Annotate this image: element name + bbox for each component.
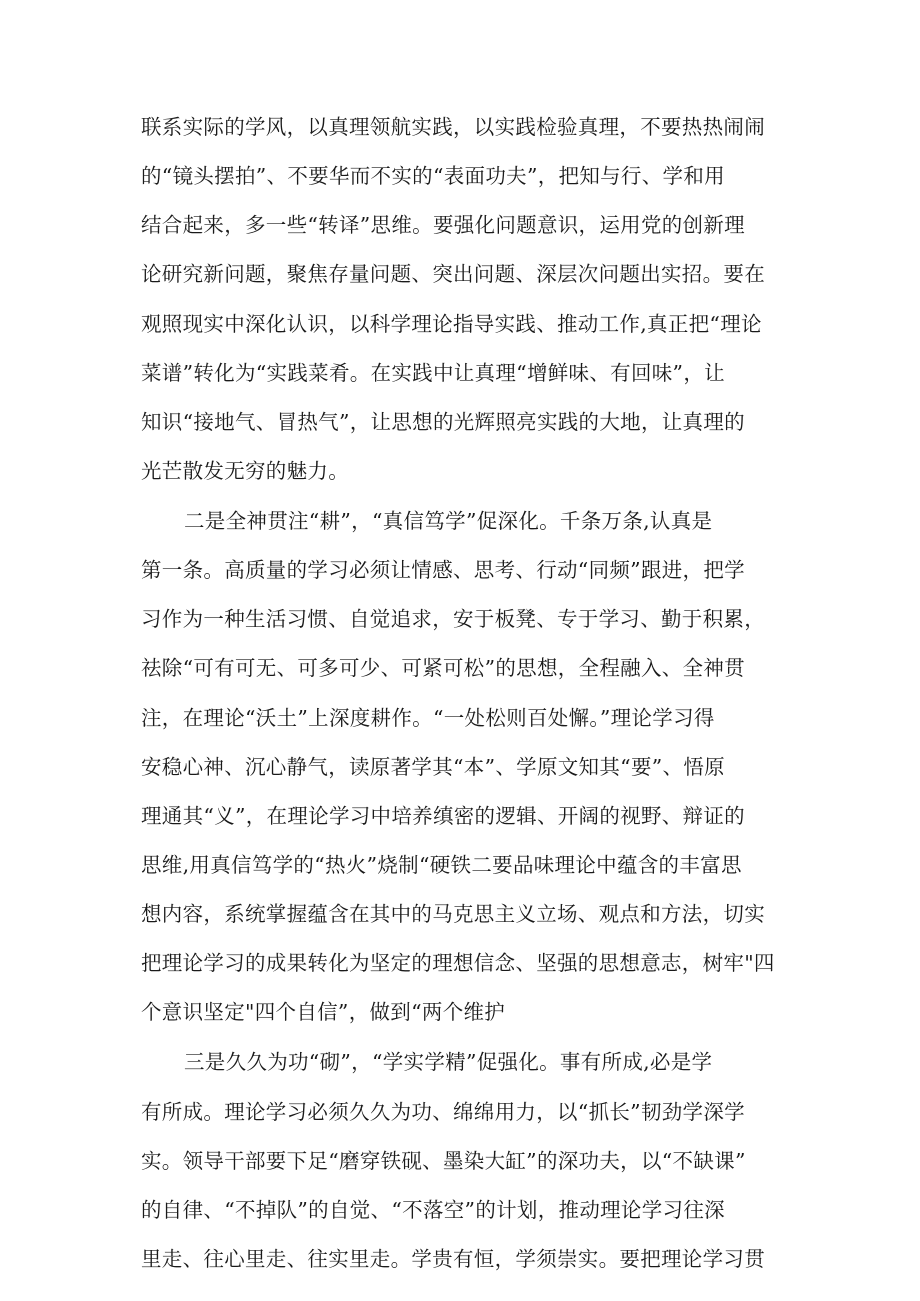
paragraph-line: 结合起来，多一些“转译”思维。要强化问题意识，运用党的创新理 <box>141 213 745 237</box>
paragraph-line: 里走、往心里走、往实里走。学贵有恒，学须崇实。要把理论学习贯 <box>141 1247 765 1271</box>
paragraph-line: 观照现实中深化认识，以科学理论指导实践、推动工作,真正把“理论 <box>141 312 762 336</box>
paragraph-line: 菜谱”转化为“实践菜肴。在实践中让真理“增鲜味、有回味”，让 <box>141 361 725 385</box>
paragraph-line: 论研究新问题，聚焦存量问题、突出问题、深层次问题出实招。要在 <box>141 262 765 286</box>
paragraph-line: 理通其“义”，在理论学习中培养缜密的逻辑、开阔的视野、辩证的 <box>141 804 745 828</box>
paragraph-line: 第一条。高质量的学习必须让情感、思考、行动“同频”跟进，把学 <box>141 558 745 582</box>
paragraph-line: 思维,用真信笃学的“热火”烧制“硬铁二要品味理论中蕴含的丰富思 <box>141 853 742 877</box>
paragraph-line: 祛除“可有可无、可多可少、可紧可松”的思想，全程融入、全神贯 <box>141 656 745 680</box>
paragraph-line: 联系实际的学风，以真理领航实践，以实践检验真理，不要热热闹闹 <box>141 115 765 139</box>
paragraph-line: 三是久久为功“砌”，“学实学精”促强化。事有所成,必是学 <box>184 1050 713 1074</box>
paragraph-line: 知识“接地气、冒热气”，让思想的光辉照亮实践的大地，让真理的 <box>141 410 745 434</box>
paragraph-line: 二是全神贯注“耕”，“真信笃学”促深化。千条万条,认真是 <box>184 509 713 533</box>
paragraph-line: 安稳心神、沉心静气，读原著学其“本”、学原文知其“要”、悟原 <box>141 755 725 779</box>
paragraph-line: 个意识坚定"四个自信”，做到“两个维护 <box>141 1000 506 1024</box>
paragraph-line: 想内容，系统掌握蕴含在其中的马克思主义立场、观点和方法，切实 <box>141 902 765 926</box>
paragraph-line: 有所成。理论学习必须久久为功、绵绵用力，以“抓长”韧劲学深学 <box>141 1100 745 1124</box>
paragraph-line: 把理论学习的成果转化为坚定的理想信念、坚强的思想意志，树牢"四 <box>141 951 775 975</box>
paragraph-line: 习作为一种生活习惯、自觉追求，安于板凳、专于学习、勤于积累， <box>141 607 765 631</box>
paragraph-line: 的自律、“不掉队”的自觉、“不落空”的计划，推动理论学习往深 <box>141 1198 725 1222</box>
paragraph-line: 的“镜头摆拍”、不要华而不实的“表面功夫”，把知与行、学和用 <box>141 164 725 188</box>
paragraph-line: 光芒散发无穷的魅力。 <box>141 459 349 483</box>
paragraph-line: 注，在理论“沃土”上深度耕作。“一处松则百处懈。”理论学习得 <box>141 706 715 730</box>
paragraph-line: 实。领导干部要下足“磨穿铁砚、墨染大缸”的深功夫，以“不缺课” <box>141 1149 746 1173</box>
